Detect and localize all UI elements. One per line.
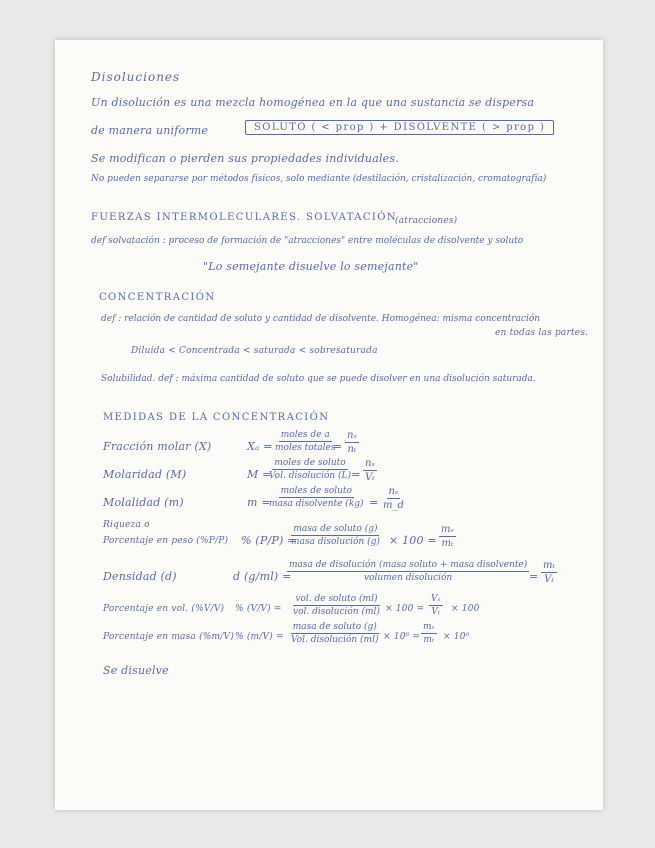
fraction-denominator: volumen disolución [364,573,453,583]
fraction-numerator: masa de soluto (g) [293,524,378,534]
fraction-denominator: Vol. disolución (L) [269,471,352,481]
short-numerator: mₛ [441,524,454,535]
concentration-scale: Diluida < Concentrada < saturada < sobresaturada [131,346,378,356]
row-eq: = [351,468,361,481]
concentracion-definition: def : relación de cantidad de soluto y cantidad de disolvente. Homogénea: misma concentración [101,314,541,324]
row-lhs: % (P/P) = [241,534,297,547]
intro-line-3: Se modifican o pierden sus propiedades individuales. [91,152,399,165]
row-name-prefix: Riqueza o [103,520,150,530]
concentracion-heading: CONCENTRACIÓN [99,292,216,303]
short-denominator: mₜ [423,635,435,645]
row-lhs: d (g/ml) = [233,570,292,583]
fraction-denominator: Vol. disolución (ml) [291,635,379,645]
short-denominator: m_d [383,500,404,511]
row-name: Densidad (d) [103,570,177,583]
short-numerator: nₛ [388,486,399,497]
row-name: Porcentaje en peso (%P/P) [103,536,229,546]
row-lhs: % (V/V) = [235,604,282,614]
concentracion-definition-2: en todas las partes. [495,328,589,338]
page-title: Disoluciones [91,70,181,84]
intro-line-1: Un disolución es una mezcla homogénea en la que una sustancia se dispersa [91,96,535,109]
solute-solvent-box: SOLUTO ( < prop ) + DISOLVENTE ( > prop ) [245,120,554,135]
short-numerator: Vₛ [431,594,441,604]
row-fraction [287,560,529,583]
row-eq: = [369,496,379,509]
row-tail: × 10⁶ [443,632,470,642]
row-name: Molaridad (M) [103,468,187,481]
fraction-numerator: moles de soluto [280,486,352,496]
se-disuelve-note: Se disuelve [103,664,169,677]
row-lhs: M = [247,468,272,481]
fuerzas-heading: FUERZAS INTERMOLECULARES. SOLVATACIÓN [91,212,398,223]
short-denominator: nₜ [347,444,357,455]
row-lhs: m = [247,496,271,509]
atracciones-annotation: (atracciones) [395,216,458,226]
row-fraction [291,594,382,617]
row-short-fraction [421,622,437,645]
row-fraction [273,430,337,453]
row-short-fraction [439,524,456,549]
solvatacion-definition: def solvatación : proceso de formación de "atracciones" entre moléculas de disolvente y soluto [91,236,524,246]
row-name: Molalidad (m) [103,496,184,509]
row-short-fraction [381,486,406,511]
row-eq: × 100 = [389,534,437,547]
row-fraction [289,622,380,645]
intro-line-4: No pueden separarse por métodos físicos, solo mediante (destilación, cristalización, cromatografía) [91,174,547,184]
fraction-numerator: masa de disolución (masa soluto + masa disolvente) [289,560,528,570]
fraction-denominator: masa disolución (g) [291,537,380,547]
medidas-heading: MEDIDAS DE LA CONCENTRACIÓN [103,412,330,423]
short-denominator: Vₜ [544,574,554,585]
row-name: Fracción molar (X) [103,440,212,453]
fraction-denominator: moles totales [275,443,336,453]
fraction-denominator: vol. disolución (ml) [293,607,380,617]
short-numerator: nₛ [365,458,375,469]
fraction-numerator: moles de soluto [274,458,346,468]
row-short-fraction [429,594,443,617]
short-denominator: mₜ [441,538,454,549]
fraction-denominator: masa disolvente (kg) [269,499,364,509]
row-name: Porcentaje en vol. (%V/V) [103,604,225,614]
fraction-numerator: vol. de soluto (ml) [295,594,378,604]
notebook-page [55,40,603,810]
solubilidad-definition: Solubilidad. def : máxima cantidad de soluto que se puede disolver en una disolución saturada. [101,374,536,384]
short-denominator: Vₜ [365,472,375,483]
short-numerator: mₜ [543,560,555,571]
short-denominator: Vₜ [431,607,441,617]
semejante-quote: "Lo semejante disuelve lo semejante" [203,260,419,273]
row-tail: × 100 [451,604,480,614]
row-lhs: % (m/V) = [235,632,284,642]
row-short-fraction [363,458,377,483]
row-fraction [289,524,382,547]
row-lhs: Xₐ = [247,440,273,453]
row-short-fraction [541,560,557,585]
row-fraction [267,486,366,509]
short-numerator: mₛ [423,622,435,632]
row-eq: = [333,440,343,453]
fraction-numerator: masa de soluto (g) [292,622,377,632]
row-eq: × 10⁶ = [383,632,421,642]
fraction-numerator: moles de a [280,430,330,440]
row-name: Porcentaje en masa (%m/V) [103,632,234,642]
row-fraction [267,458,353,481]
row-eq: × 100 = [385,604,425,614]
short-numerator: nₛ [347,430,357,441]
row-eq: = [529,570,539,583]
intro-line-2: de manera uniforme [91,124,209,137]
row-short-fraction [345,430,359,455]
